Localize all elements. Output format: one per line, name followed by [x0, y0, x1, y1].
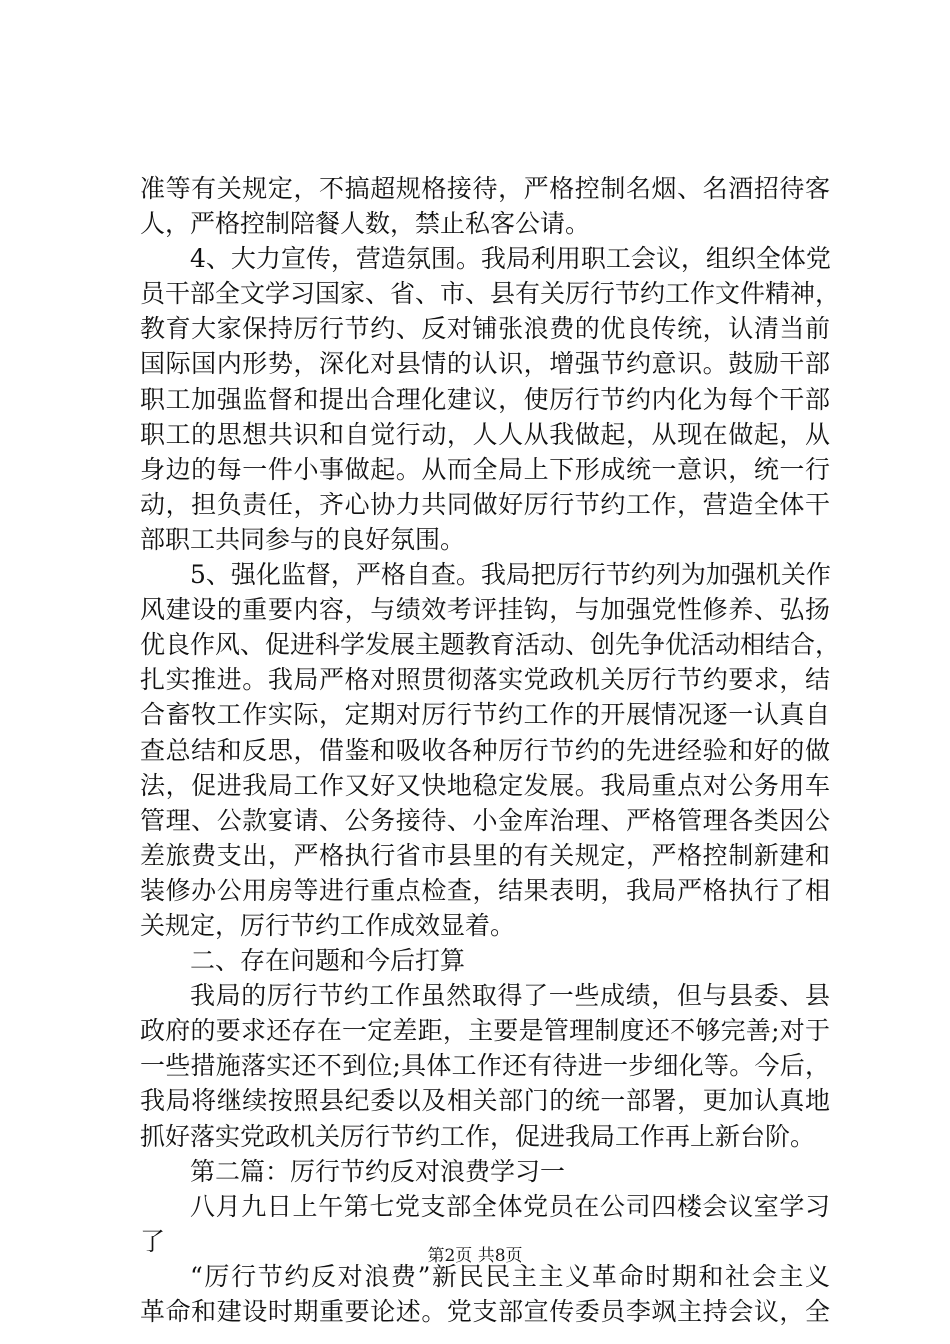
text-line: 我局将继续按照县纪委以及相关部门的统一部署，更加认真地 — [140, 1086, 830, 1116]
document-body — [140, 171, 841, 1329]
text-line: 部职工共同参与的良好氛围。 — [140, 524, 466, 554]
text-line: 身边的每一件小事做起。从而全局上下形成统一意识，统一行 — [140, 454, 830, 484]
text-line: 国际国内形势，深化对县情的认识，增强节约意识。鼓励干部 — [140, 349, 830, 379]
section-heading: 二、存在问题和今后打算 — [190, 946, 466, 976]
text-line: 管理、公款宴请、公务接待、小金库治理、严格管理各类因公 — [140, 805, 830, 835]
text-line: “厉行节约反对浪费”新民民主主义革命时期和社会主义 — [190, 1261, 830, 1291]
text-line: 动，担负责任，齐心协力共同做好厉行节约工作，营造全体干 — [140, 489, 830, 519]
text-line: 职工加强监督和提出合理化建议，使厉行节约内化为每个干部 — [140, 384, 830, 414]
page-number: 第2页 共8页 — [427, 1246, 523, 1266]
chapter-heading: 第二篇：厉行节约反对浪费学习一 — [190, 1156, 566, 1186]
text-line: 政府的要求还存在一定差距，主要是管理制度还不够完善;对于 — [140, 1016, 830, 1046]
text-line: 抓好落实党政机关厉行节约工作，促进我局工作再上新台阶。 — [140, 1121, 816, 1151]
text-line: 了 — [140, 1226, 166, 1256]
text-line: 八月九日上午第七党支部全体党员在公司四楼会议室学习 — [190, 1191, 830, 1221]
text-line: 扎实推进。我局严格对照贯彻落实党政机关厉行节约要求，结 — [140, 665, 830, 695]
text-line: 我局的厉行节约工作虽然取得了一些成绩，但与县委、县 — [190, 981, 830, 1011]
text-line: 教育大家保持厉行节约、反对铺张浪费的优良传统，认清当前 — [140, 314, 830, 344]
text-line: 查总结和反思，借鉴和吸收各种厉行节约的先进经验和好的做 — [140, 735, 830, 765]
text-line: 革命和建设时期重要论述。党支部宣传委员李飒主持会议，全 — [140, 1297, 830, 1326]
text-line: 人，严格控制陪餐人数，禁止私客公请。 — [140, 209, 591, 239]
text-line: 4、大力宣传，营造氛围。我局利用职工会议，组织全体党 — [190, 244, 831, 274]
text-line: 合畜牧工作实际，定期对厉行节约工作的开展情况逐一认真自 — [140, 700, 830, 730]
text-line: 准等有关规定，不搞超规格接待，严格控制名烟、名酒招待客 — [140, 174, 830, 203]
text-line: 员干部全文学习国家、省、市、县有关厉行节约工作文件精神， — [140, 279, 841, 309]
text-line: 法，促进我局工作又好又快地稳定发展。我局重点对公务用车 — [140, 770, 830, 800]
text-line: 职工的思想共识和自觉行动，人人从我做起，从现在做起，从 — [140, 419, 830, 449]
text-line: 一些措施落实还不到位;具体工作还有待进一步细化等。今后， — [140, 1051, 830, 1081]
text-line: 风建设的重要内容，与绩效考评挂钩，与加强党性修养、弘扬 — [140, 595, 830, 625]
text-line: 装修办公用房等进行重点检查，结果表明，我局严格执行了相 — [140, 875, 830, 905]
text-line: 5、强化监督，严格自查。我局把厉行节约列为加强机关作 — [190, 560, 831, 590]
text-line: 差旅费支出，严格执行省市县里的有关规定，严格控制新建和 — [140, 840, 830, 870]
text-line: 优良作风、促进科学发展主题教育活动、创先争优活动相结合， — [140, 630, 841, 660]
text-line: 关规定，厉行节约工作成效显着。 — [140, 910, 516, 940]
